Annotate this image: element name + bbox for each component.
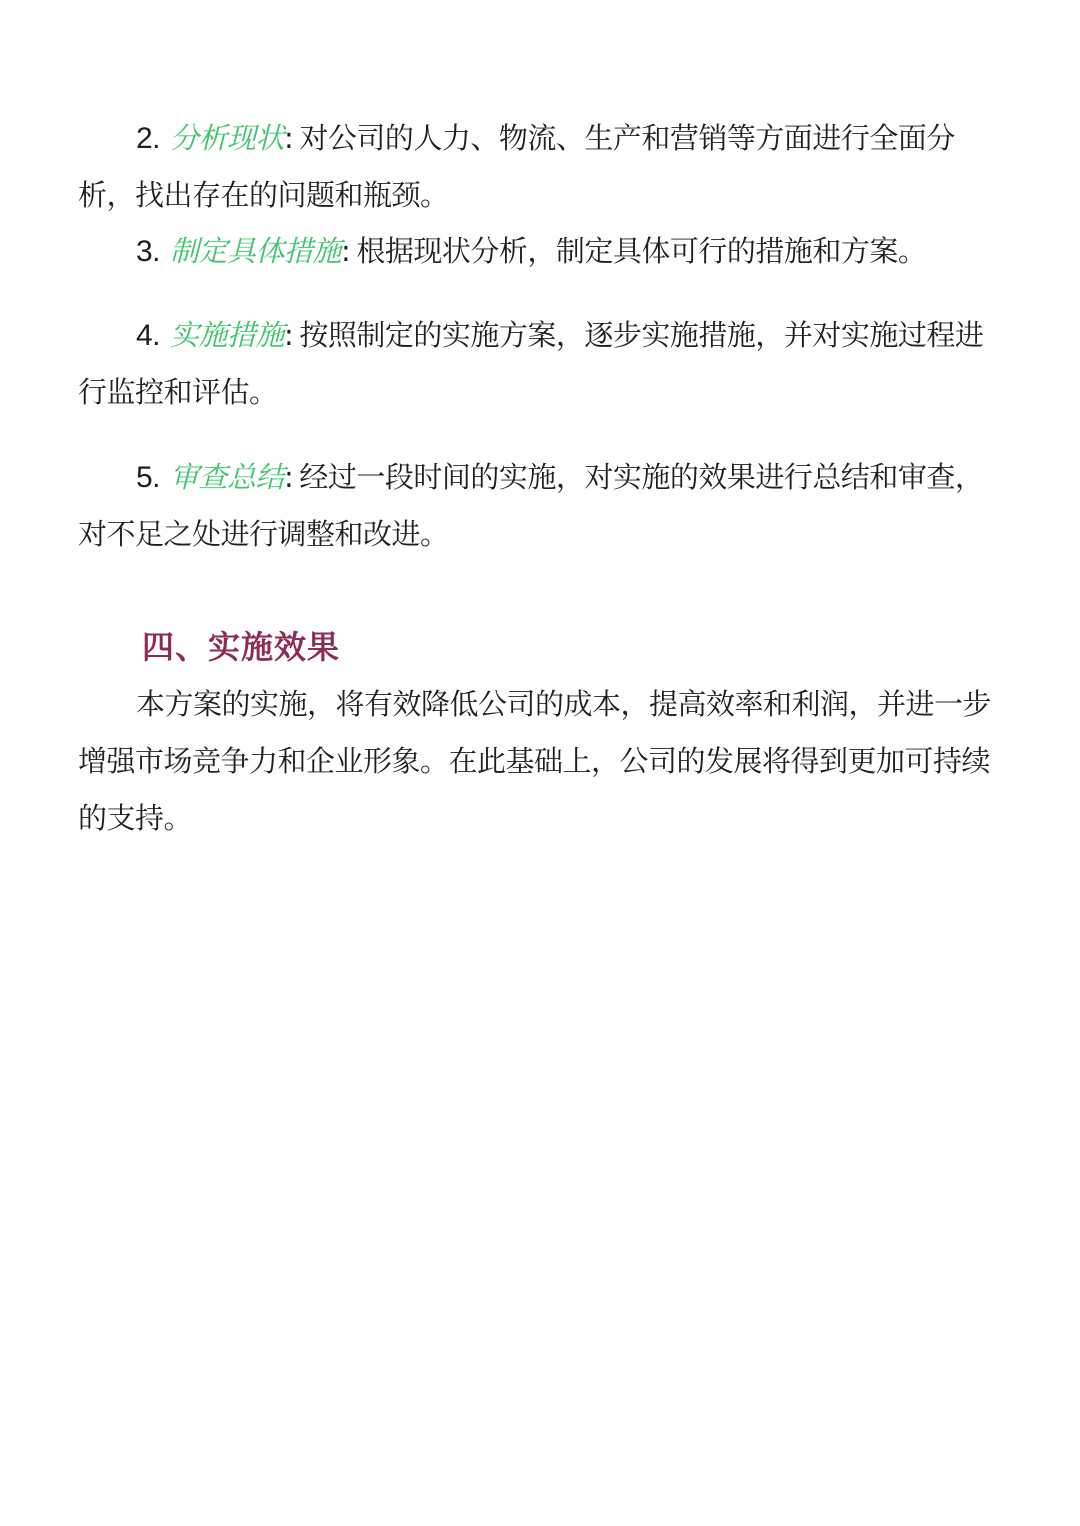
step-number: 5. <box>136 461 161 494</box>
section-heading: 四、实施效果 <box>142 628 341 666</box>
step-term: 制定具体措施 <box>170 234 342 268</box>
step-separator: : <box>284 121 294 155</box>
step-term: 审查总结 <box>170 460 285 494</box>
step-term: 分析现状 <box>170 121 285 155</box>
step-item-4 <box>78 307 1004 421</box>
step-separator: : <box>341 234 351 268</box>
step-text: 经过一段时间的实施，对实施的效果进行总结和审查，对不足之处进行调整和改进。 <box>78 460 984 551</box>
step-text: 对公司的人力、物流、生产和营销等方面进行全面分析，找出存在的问题和瓶颈。 <box>78 121 955 212</box>
step-term: 实施措施 <box>170 318 285 352</box>
section-body: 本方案的实施，将有效降低公司的成本，提高效率和利润，并进一步增强市场竞争力和企业形象。在此基础上，公司的发展将得到更加可持续的支持。 <box>78 687 992 835</box>
step-item-5 <box>78 449 1004 563</box>
step-separator: : <box>284 318 294 352</box>
step-separator: : <box>284 460 294 494</box>
step-item-2 <box>78 110 1004 224</box>
step-number: 2. <box>136 122 161 155</box>
step-text: 按照制定的实施方案，逐步实施措施，并对实施过程进行监控和评估。 <box>78 318 984 409</box>
step-item-3 <box>78 223 1004 280</box>
step-number: 4. <box>136 319 161 352</box>
step-number: 3. <box>136 235 161 268</box>
step-text: 根据现状分析，制定具体可行的措施和方案。 <box>356 234 927 268</box>
